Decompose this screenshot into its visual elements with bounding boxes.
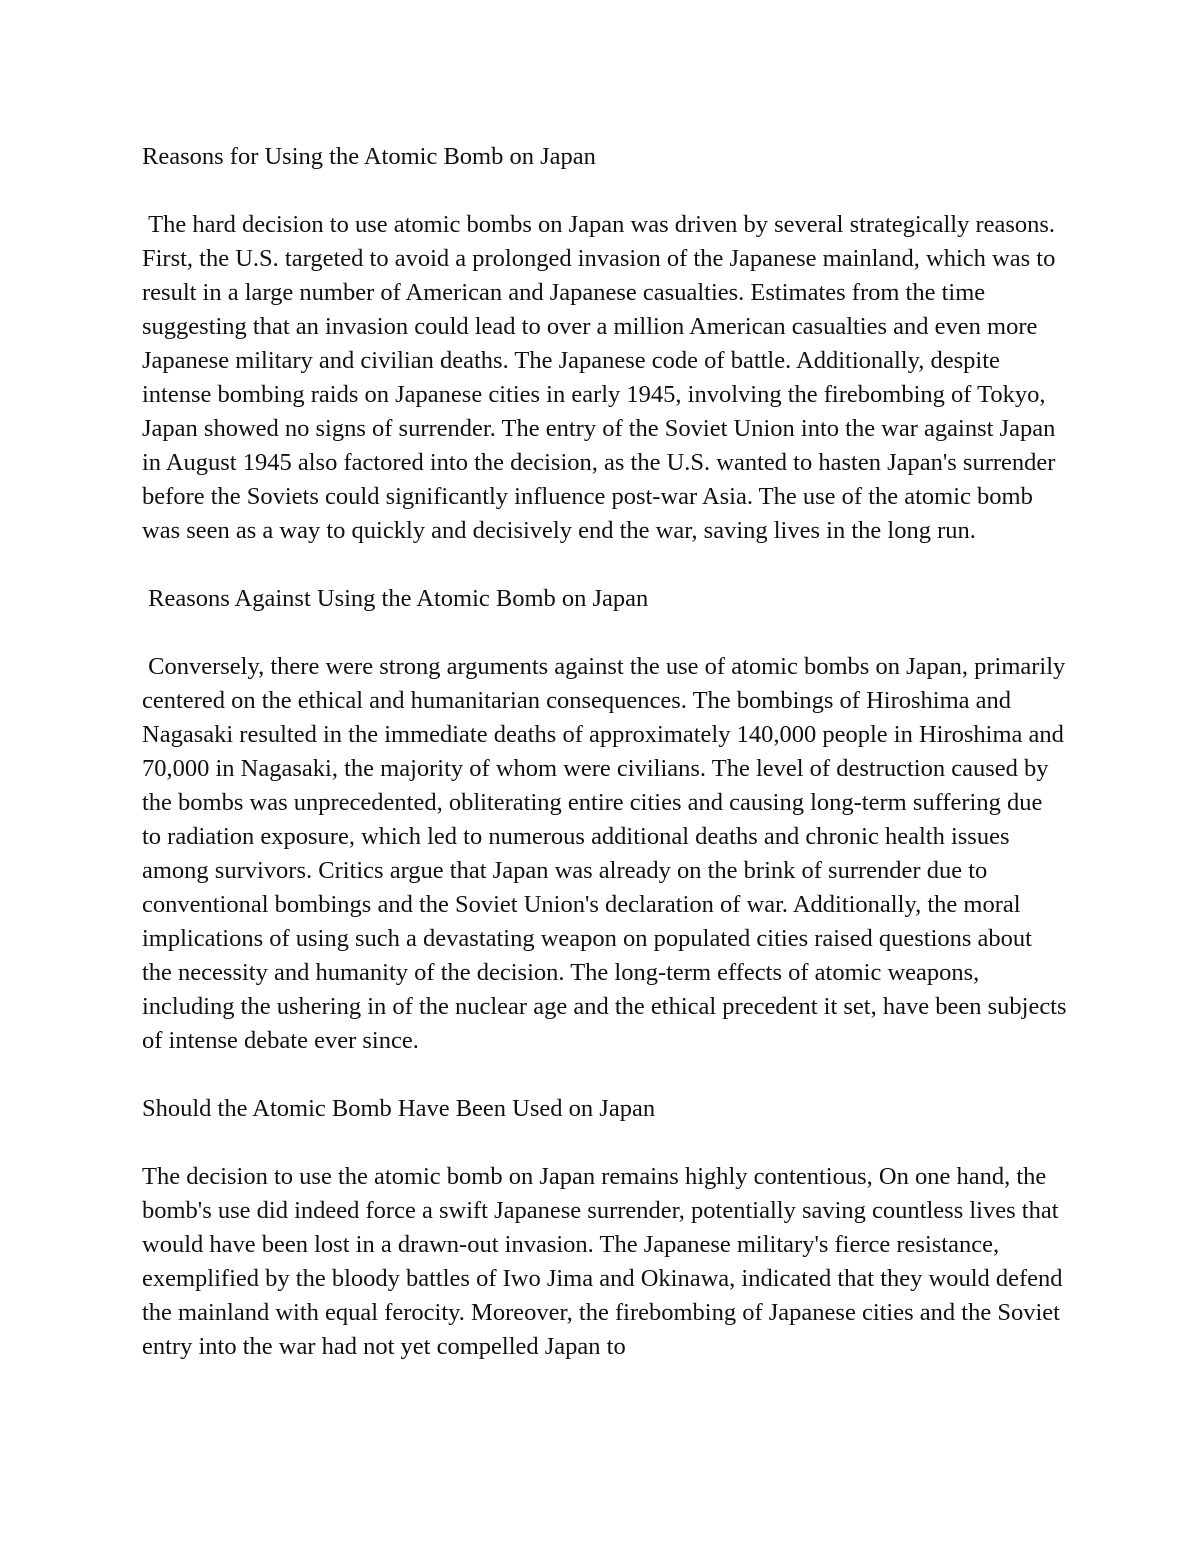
paragraph-gap: [142, 616, 1067, 650]
document-content: [142, 140, 1073, 1364]
section-body-reasons-for: The hard decision to use atomic bombs on Japan was driven by several strategically reasons. First, the U.S. targeted to avoid a prolonged invasion of the Japanese mainland, which was to result in a large number of American and Japanese casualties. Estimates from the time suggesting that an invasion could lead to over a million American casualties and even more Japanese military and civilian deaths. The Japanese code of battle. Additionally, despite intense bombing raids on Japanese cities in early 1945, involving the firebombing of Tokyo, Japan showed no signs of surrender. The entry of the Soviet Union into the war against Japan in August 1945 also factored into the decision, as the U.S. wanted to hasten Japan's surrender before the Soviets could significantly influence post-war Asia. The use of the atomic bomb was seen as a way to quickly and decisively end the war, saving lives in the long run.: [142, 211, 1062, 544]
paragraph-gap: [142, 1058, 1067, 1092]
paragraph-gap: [142, 1126, 1067, 1160]
paragraph-gap: [142, 548, 1067, 582]
section-heading-reasons-against: Reasons Against Using the Atomic Bomb on Japan: [142, 585, 649, 612]
section-body-reasons-against: Conversely, there were strong arguments against the use of atomic bombs on Japan, primarily centered on the ethical and humanitarian consequences. The bombings of Hiroshima and Nagasaki resulted in the immediate deaths of approximately 140,000 people in Hiroshima and 70,000 in Nagasaki, the majority of whom were civilians. The level of destruction caused by the bombs was unprecedented, obliterating entire cities and causing long-term suffering due to radiation exposure, which led to numerous additional deaths and chronic health issues among survivors. Critics argue that Japan was already on the brink of surrender due to conventional bombings and the Soviet Union's declaration of war. Additionally, the moral implications of using such a devastating weapon on populated cities raised questions about the necessity and humanity of the decision. The long-term effects of atomic weapons, including the ushering in of the nuclear age and the ethical precedent it set, have been subjects of intense debate ever since.: [142, 653, 1073, 1054]
section-body-should-have-used: The decision to use the atomic bomb on Japan remains highly contentious, On one hand, the bomb's use did indeed force a swift Japanese surrender, potentially saving countless lives that would have been lost in a drawn-out invasion. The Japanese military's fierce resistance, exemplified by the bloody battles of Iwo Jima and Okinawa, indicated that they would defend the mainland with equal ferocity. Moreover, the firebombing of Japanese cities and the Soviet entry into the war had not yet compelled Japan to: [142, 1163, 1069, 1360]
section-heading-reasons-for: Reasons for Using the Atomic Bomb on Japan: [142, 143, 596, 170]
section-heading-should-have-used: Should the Atomic Bomb Have Been Used on Japan: [142, 1095, 656, 1122]
paragraph-gap: [142, 174, 1067, 208]
